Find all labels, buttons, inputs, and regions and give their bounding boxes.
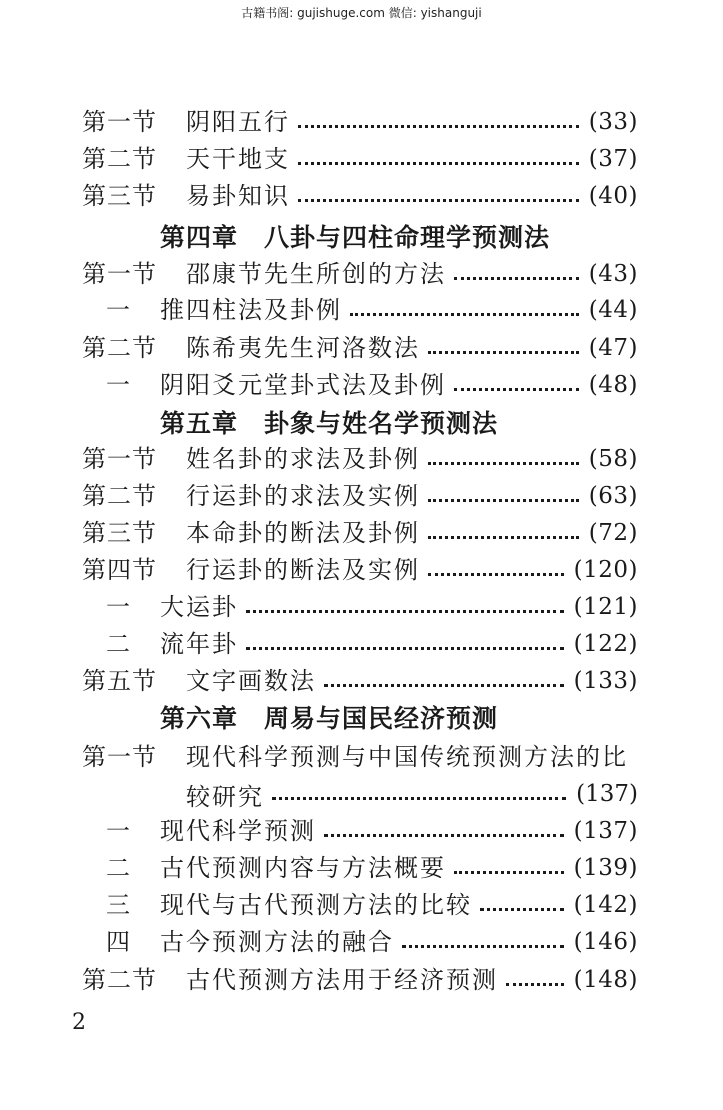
toc-entry bbox=[82, 441, 638, 477]
entry-page: (40) bbox=[588, 183, 638, 209]
dot-leader bbox=[428, 499, 579, 502]
entry-number: 一 bbox=[106, 593, 130, 621]
entry-number: 一 bbox=[106, 817, 130, 845]
entry-title: 古代预测内容与方法概要 bbox=[160, 854, 446, 882]
entry-page: (139) bbox=[573, 855, 638, 881]
toc-entry bbox=[82, 962, 638, 998]
toc-subentry bbox=[82, 292, 638, 328]
toc-entry bbox=[82, 141, 638, 177]
entry-number: 第一节 bbox=[82, 108, 157, 136]
entry-title: 本命卦的断法及卦例 bbox=[186, 519, 420, 547]
entry-number: 四 bbox=[106, 928, 130, 956]
toc-entry bbox=[82, 330, 638, 366]
toc-entry-continuation bbox=[186, 776, 638, 812]
entry-number: 第四节 bbox=[82, 556, 157, 584]
entry-number: 第一节 bbox=[82, 445, 157, 473]
chapter-title: 周易与国民经济预测 bbox=[264, 704, 499, 733]
entry-number: 三 bbox=[106, 891, 130, 919]
entry-page: (63) bbox=[588, 483, 638, 509]
chapter-title: 卦象与姓名学预测法 bbox=[264, 409, 499, 438]
chapter-heading bbox=[160, 218, 550, 258]
toc-subentry bbox=[82, 887, 638, 923]
chapter-number: 第四章 bbox=[160, 223, 239, 252]
entry-title: 现代科学预测与中国传统预测方法的比 bbox=[186, 743, 628, 771]
entry-number: 第三节 bbox=[82, 182, 157, 210]
entry-page: (48) bbox=[588, 372, 638, 398]
watermark-text: 古籍书阁: gujishuge.com 微信: yishanguji bbox=[241, 6, 482, 20]
dot-leader bbox=[428, 536, 579, 539]
dot-leader bbox=[454, 388, 579, 391]
entry-page: (47) bbox=[588, 335, 638, 361]
dot-leader bbox=[480, 908, 564, 911]
entry-number: 一 bbox=[106, 296, 130, 324]
toc-subentry bbox=[82, 589, 638, 625]
toc-subentry bbox=[82, 367, 638, 403]
entry-number: 第二节 bbox=[82, 334, 157, 362]
entry-title: 姓名卦的求法及卦例 bbox=[186, 445, 420, 473]
entry-number: 第一节 bbox=[82, 260, 157, 288]
toc-subentry bbox=[82, 924, 638, 960]
dot-leader bbox=[272, 797, 566, 800]
entry-title: 现代科学预测 bbox=[160, 817, 316, 845]
dot-leader bbox=[506, 983, 564, 986]
entry-title: 较研究 bbox=[186, 782, 264, 811]
entry-page: (120) bbox=[573, 557, 638, 583]
entry-page: (137) bbox=[573, 818, 638, 844]
entry-title: 易卦知识 bbox=[186, 182, 290, 210]
dot-leader bbox=[428, 351, 579, 354]
entry-title: 流年卦 bbox=[160, 630, 238, 658]
entry-title: 阴阳爻元堂卦式法及卦例 bbox=[160, 371, 446, 399]
entry-title: 古代预测方法用于经济预测 bbox=[186, 966, 498, 994]
dot-leader bbox=[350, 313, 579, 316]
toc-subentry bbox=[82, 850, 638, 886]
entry-title: 推四柱法及卦例 bbox=[160, 296, 342, 324]
entry-page: (44) bbox=[588, 297, 638, 323]
entry-page: (72) bbox=[588, 520, 638, 546]
entry-number: 第五节 bbox=[82, 667, 157, 695]
entry-title: 陈希夷先生河洛数法 bbox=[186, 334, 420, 362]
entry-number: 第二节 bbox=[82, 482, 157, 510]
toc-entry bbox=[82, 515, 638, 551]
toc-entry bbox=[82, 478, 638, 514]
dot-leader bbox=[324, 834, 564, 837]
entry-number: 二 bbox=[106, 854, 130, 882]
entry-number: 二 bbox=[106, 630, 130, 658]
chapter-heading bbox=[160, 404, 498, 444]
entry-page: (142) bbox=[573, 892, 638, 918]
toc-entry bbox=[82, 739, 638, 775]
dot-leader bbox=[454, 871, 564, 874]
toc-entry bbox=[82, 552, 638, 588]
entry-title: 现代与古代预测方法的比较 bbox=[160, 891, 472, 919]
entry-title: 行运卦的断法及实例 bbox=[186, 556, 420, 584]
toc-entry bbox=[82, 104, 638, 140]
dot-leader bbox=[428, 462, 579, 465]
entry-page: (146) bbox=[573, 929, 638, 955]
dot-leader bbox=[402, 945, 564, 948]
entry-page: (43) bbox=[588, 261, 638, 287]
dot-leader bbox=[324, 684, 564, 687]
entry-page: (133) bbox=[573, 668, 638, 694]
entry-title: 大运卦 bbox=[160, 593, 238, 621]
entry-number: 第三节 bbox=[82, 519, 157, 547]
dot-leader bbox=[246, 647, 564, 650]
entry-page: (37) bbox=[588, 146, 638, 172]
entry-title: 阴阳五行 bbox=[186, 108, 290, 136]
entry-page: (121) bbox=[573, 594, 638, 620]
dot-leader bbox=[246, 610, 564, 613]
entry-title: 邵康节先生所创的方法 bbox=[186, 260, 446, 288]
entry-number: 一 bbox=[106, 371, 130, 399]
entry-number: 第二节 bbox=[82, 145, 157, 173]
entry-title: 文字画数法 bbox=[186, 667, 316, 695]
dot-leader bbox=[298, 199, 579, 202]
toc-entry bbox=[82, 256, 638, 292]
entry-number: 第一节 bbox=[82, 743, 157, 771]
chapter-heading bbox=[160, 699, 498, 739]
chapter-number: 第五章 bbox=[160, 409, 239, 438]
dot-leader bbox=[428, 573, 564, 576]
dot-leader bbox=[298, 125, 579, 128]
entry-page: (148) bbox=[573, 967, 638, 993]
entry-title: 天干地支 bbox=[186, 145, 290, 173]
entry-title: 行运卦的求法及实例 bbox=[186, 482, 420, 510]
entry-page: (33) bbox=[588, 109, 638, 135]
entry-page: (137) bbox=[576, 781, 638, 807]
chapter-title: 八卦与四柱命理学预测法 bbox=[264, 223, 551, 252]
entry-title: 古今预测方法的融合 bbox=[160, 928, 394, 956]
page-number: 2 bbox=[72, 1010, 86, 1035]
toc-entry bbox=[82, 663, 638, 699]
entry-page: (58) bbox=[588, 446, 638, 472]
dot-leader bbox=[454, 277, 579, 280]
chapter-number: 第六章 bbox=[160, 704, 239, 733]
toc-subentry bbox=[82, 813, 638, 849]
entry-number: 第二节 bbox=[82, 966, 157, 994]
dot-leader bbox=[298, 162, 579, 165]
entry-page: (122) bbox=[573, 631, 638, 657]
toc-subentry bbox=[82, 626, 638, 662]
toc-entry bbox=[82, 178, 638, 214]
